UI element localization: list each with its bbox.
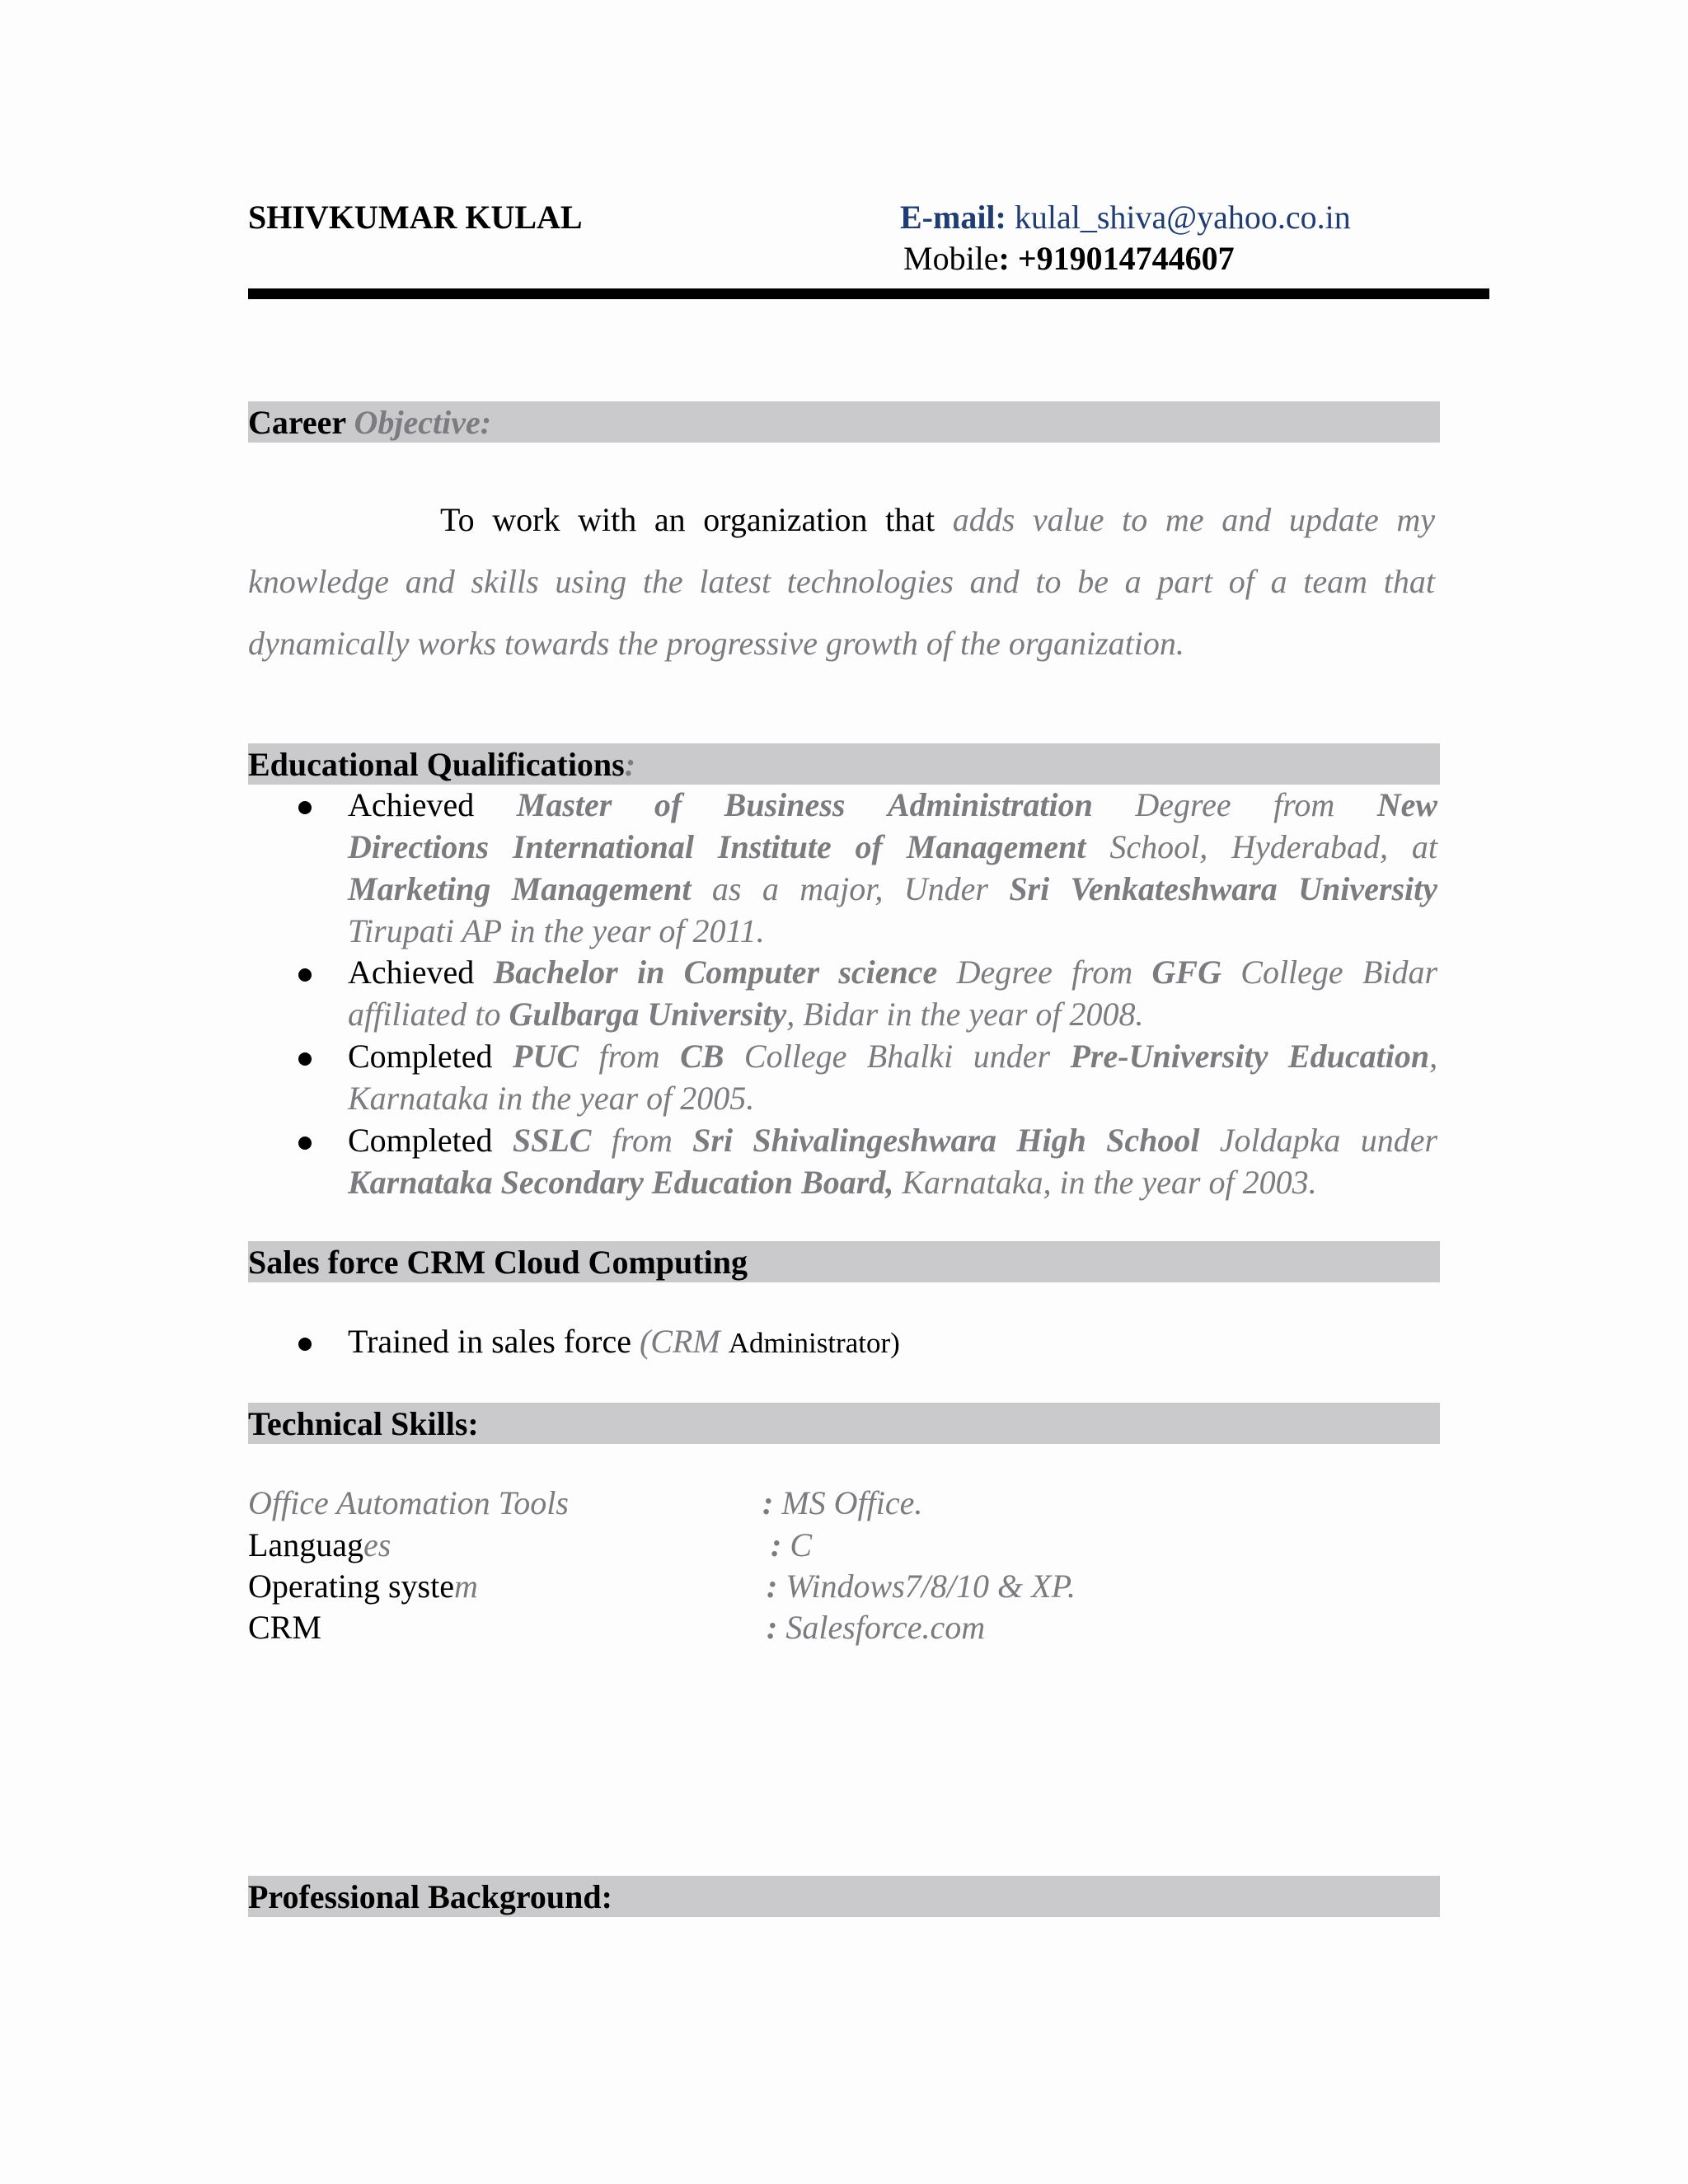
edu-location: School, Hyderabad, at (1109, 828, 1437, 865)
career-objective-line-3: dynamically works towards the progressive growth of the organization. (248, 625, 1184, 662)
career-objective-line-1 (248, 500, 1435, 539)
skill-colon: : (767, 1609, 778, 1646)
edu-word: Administration (887, 786, 1093, 823)
skill-label-office (248, 1483, 569, 1522)
career-line1-italic: adds value to me and update my (952, 501, 1435, 538)
skill-value-languages (771, 1526, 812, 1564)
technical-skills-heading: Technical Skills: (248, 1403, 1440, 1444)
edu-item-1-line-4: Tirupati AP in the year of 2011. (348, 912, 765, 949)
skill-value-text: Windows7/8/10 & XP. (785, 1568, 1076, 1605)
edu-university: Gulbarga University (509, 996, 787, 1033)
edu-degree: SSLC (512, 1122, 592, 1159)
edu-item-4-line-2 (348, 1163, 1437, 1202)
edu-word: Master (516, 786, 612, 823)
edu-location: College Bhalki under (743, 1038, 1051, 1075)
skill-value-text: Salesforce.com (785, 1609, 986, 1646)
skill-label-text: Operating syste (248, 1568, 454, 1605)
edu-connector: Degree from (956, 954, 1133, 991)
edu-item-3-line-2: Karnataka in the year of 2005. (348, 1080, 755, 1117)
edu-item-1-line-1 (348, 785, 1437, 824)
mobile-colon: : (998, 240, 1010, 277)
skill-label-text: CRM (248, 1609, 321, 1646)
edu-degree: Bachelor in Computer science (493, 954, 938, 991)
edu-major: Marketing Management (348, 870, 692, 907)
edu-word: New (1376, 786, 1438, 823)
professional-background-heading: Professional Background: (248, 1876, 1440, 1917)
career-line1-plain: To work with an organization that (440, 501, 935, 538)
salesforce-item-role: Administrator) (728, 1327, 900, 1359)
edu-institute: Directions International Institute of Management (348, 828, 1086, 865)
education-heading-text: Educational Qualifications (248, 746, 625, 783)
edu-item-4-line-1 (348, 1121, 1437, 1160)
career-objective-heading (248, 401, 1440, 443)
skill-colon: : (771, 1526, 782, 1563)
edu-connector: from (598, 1038, 660, 1075)
career-heading-italic: Objective: (354, 404, 492, 441)
email-value[interactable]: kulal_shiva@yahoo.co.in (1014, 199, 1351, 236)
edu-word: Business (724, 786, 846, 823)
mobile-value: +919014744607 (1017, 240, 1235, 277)
bullet-icon (298, 1052, 312, 1066)
edu-word: Degree (1135, 786, 1231, 823)
skill-colon: : (767, 1568, 778, 1605)
skill-label-text: Office Automation Tools (248, 1484, 569, 1521)
skill-label-languages (248, 1526, 391, 1564)
edu-college: CB (680, 1038, 724, 1075)
edu-word: of (654, 786, 682, 823)
header-divider (248, 288, 1489, 299)
edu-board: Pre-University Education (1070, 1038, 1430, 1075)
education-heading-colon: : (624, 746, 636, 783)
skill-colon: : (762, 1484, 774, 1521)
edu-comma: , (1429, 1038, 1438, 1075)
edu-board: Karnataka Secondary Education Board, (348, 1164, 894, 1201)
edu-item-1-line-2 (348, 827, 1437, 866)
edu-item-3-line-1 (348, 1037, 1437, 1076)
skill-label-crm (248, 1608, 321, 1647)
skill-value-crm (767, 1608, 985, 1647)
edu-year: , Bidar in the year of 2008. (786, 996, 1144, 1033)
edu-location: College Bidar (1240, 954, 1438, 991)
skill-label-tail: es (363, 1526, 392, 1563)
salesforce-item-text: Trained in sales force (348, 1323, 631, 1360)
edu-degree: PUC (513, 1038, 579, 1075)
edu-connector: affiliated to (348, 996, 501, 1033)
edu-year: Karnataka, in the year of 2003. (902, 1164, 1317, 1201)
edu-college: GFG (1151, 954, 1221, 991)
edu-item-2-line-2 (348, 995, 1437, 1033)
edu-verb: Completed (348, 1038, 493, 1075)
edu-verb: Achieved (348, 954, 475, 991)
salesforce-heading: Sales force CRM Cloud Computing (248, 1241, 1440, 1282)
edu-item-1-line-3 (348, 869, 1437, 908)
bullet-icon (298, 801, 312, 814)
salesforce-item-crm: (CRM (639, 1323, 720, 1360)
skill-value-text: C (790, 1526, 813, 1563)
mobile-line (903, 239, 1235, 278)
edu-word: from (1273, 786, 1335, 823)
edu-school: Sri Shivalingeshwara High School (692, 1122, 1200, 1159)
skill-label-tail: m (453, 1568, 478, 1605)
career-heading-bold: Career (248, 404, 346, 441)
bullet-icon (298, 1137, 312, 1150)
edu-location: Joldapka under (1219, 1122, 1438, 1159)
edu-item-2-line-1 (348, 953, 1437, 991)
candidate-name: SHIVKUMAR KULAL (248, 199, 583, 236)
edu-university: Sri Venkateshwara University (1009, 870, 1438, 907)
skill-label-os (248, 1567, 478, 1605)
salesforce-item (348, 1322, 1437, 1361)
edu-connector: as a major, Under (711, 870, 988, 907)
skill-label-text: Languag (248, 1526, 363, 1563)
bullet-icon (298, 1338, 312, 1351)
edu-connector: from (611, 1122, 673, 1159)
email-line (900, 198, 1351, 237)
edu-verb: Completed (348, 1122, 493, 1159)
skill-value-office (762, 1483, 922, 1522)
edu-verb: Achieved (348, 786, 475, 823)
education-heading (248, 743, 1440, 785)
skill-value-text: MS Office. (781, 1484, 923, 1521)
skill-value-os (767, 1567, 1076, 1605)
career-objective-line-2: knowledge and skills using the latest technologies and to be a part of a team that (248, 563, 1435, 600)
email-label: E-mail: (900, 199, 1006, 236)
bullet-icon (298, 968, 312, 982)
mobile-label: Mobile (903, 240, 999, 277)
